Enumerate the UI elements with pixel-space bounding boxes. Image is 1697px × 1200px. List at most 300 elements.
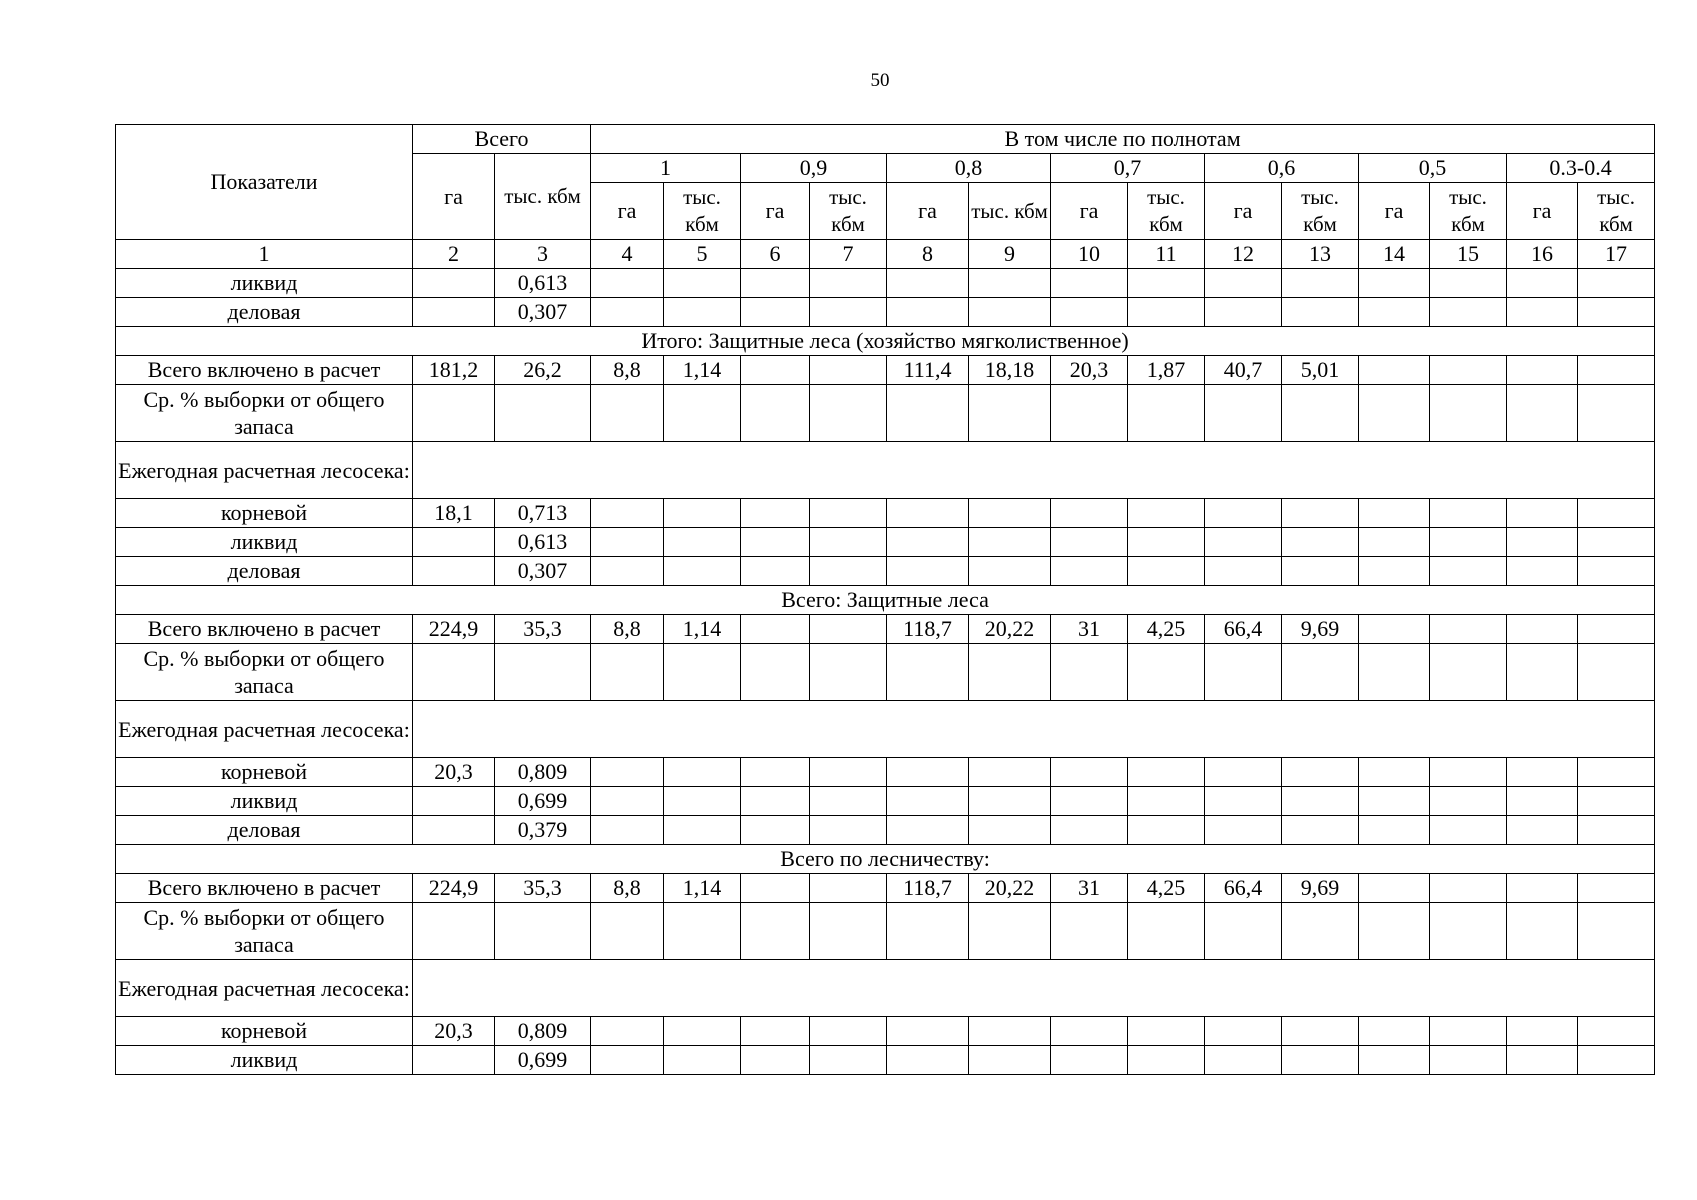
header-density: 0,8	[887, 154, 1051, 183]
data-cell	[810, 903, 887, 960]
data-cell	[1128, 1017, 1205, 1046]
table-row	[116, 845, 1655, 874]
data-cell	[741, 499, 810, 528]
data-cell	[413, 1046, 495, 1075]
data-cell	[969, 499, 1051, 528]
data-cell	[591, 903, 664, 960]
data-cell	[1430, 644, 1507, 701]
data-cell: 111,4	[887, 356, 969, 385]
data-cell	[1359, 269, 1430, 298]
data-cell	[1205, 903, 1282, 960]
data-cell: 1,14	[664, 615, 741, 644]
header-density: 1	[591, 154, 741, 183]
data-cell	[1578, 269, 1655, 298]
row-label: Ежегодная расчетная лесосека:	[116, 960, 413, 1017]
data-cell	[810, 816, 887, 845]
data-cell	[1282, 385, 1359, 442]
header-density: 0.3-0.4	[1507, 154, 1655, 183]
data-cell: 31	[1051, 615, 1128, 644]
data-cell	[969, 298, 1051, 327]
data-cell	[1128, 269, 1205, 298]
data-cell	[887, 903, 969, 960]
data-cell	[1578, 615, 1655, 644]
page-number: 50	[870, 70, 890, 91]
data-cell	[591, 385, 664, 442]
data-cell	[1282, 644, 1359, 701]
data-cell	[591, 1046, 664, 1075]
data-cell	[664, 298, 741, 327]
data-cell	[810, 1046, 887, 1075]
data-cell	[741, 356, 810, 385]
data-cell	[1128, 385, 1205, 442]
data-cell	[1051, 903, 1128, 960]
data-cell	[1128, 298, 1205, 327]
data-cell: 0,613	[495, 528, 591, 557]
data-cell	[1051, 499, 1128, 528]
data-cell: 35,3	[495, 874, 591, 903]
table-row	[116, 298, 1655, 327]
column-number: 3	[495, 240, 591, 269]
data-cell	[1507, 644, 1578, 701]
data-cell: 20,22	[969, 874, 1051, 903]
empty-merged-cell	[413, 442, 1655, 499]
data-cell	[1205, 787, 1282, 816]
data-cell	[810, 557, 887, 586]
data-cell	[887, 1046, 969, 1075]
data-cell	[664, 499, 741, 528]
row-label: Ср. % выборки от общего запаса	[116, 644, 413, 701]
data-cell	[1359, 615, 1430, 644]
data-cell	[413, 903, 495, 960]
data-cell	[1359, 528, 1430, 557]
data-cell	[1128, 758, 1205, 787]
data-cell	[887, 787, 969, 816]
row-label: Ср. % выборки от общего запаса	[116, 385, 413, 442]
table-row	[116, 874, 1655, 903]
data-cell	[591, 816, 664, 845]
data-cell	[1430, 874, 1507, 903]
header-total-thous-cbm: тыс. кбм	[495, 154, 591, 240]
data-cell: 31	[1051, 874, 1128, 903]
header-unit-thous-cbm: тыс. кбм	[1128, 183, 1205, 240]
data-cell: 4,25	[1128, 874, 1205, 903]
data-cell	[1359, 1046, 1430, 1075]
data-cell	[591, 557, 664, 586]
data-cell	[887, 816, 969, 845]
row-label: Всего включено в расчет	[116, 615, 413, 644]
data-cell	[1051, 269, 1128, 298]
data-cell: 20,3	[413, 758, 495, 787]
data-cell	[969, 644, 1051, 701]
data-cell	[1507, 356, 1578, 385]
table-row	[116, 528, 1655, 557]
data-cell	[1205, 528, 1282, 557]
data-cell	[1430, 557, 1507, 586]
data-cell	[741, 385, 810, 442]
data-cell	[1128, 787, 1205, 816]
data-cell	[664, 644, 741, 701]
data-cell	[1051, 816, 1128, 845]
data-cell	[591, 758, 664, 787]
data-cell	[1430, 499, 1507, 528]
data-cell	[413, 385, 495, 442]
data-cell: 0,699	[495, 1046, 591, 1075]
data-cell	[1051, 298, 1128, 327]
data-cell	[741, 269, 810, 298]
data-cell	[741, 874, 810, 903]
data-cell	[1051, 557, 1128, 586]
data-cell	[664, 787, 741, 816]
data-cell: 9,69	[1282, 874, 1359, 903]
column-number: 11	[1128, 240, 1205, 269]
data-cell	[887, 298, 969, 327]
data-cell	[664, 269, 741, 298]
data-cell	[1282, 499, 1359, 528]
data-cell	[591, 1017, 664, 1046]
data-cell: 1,14	[664, 874, 741, 903]
table-row	[116, 269, 1655, 298]
data-cell	[1205, 816, 1282, 845]
data-cell	[1507, 615, 1578, 644]
data-cell	[1507, 298, 1578, 327]
data-cell	[664, 903, 741, 960]
column-number: 6	[741, 240, 810, 269]
data-cell	[810, 499, 887, 528]
data-cell: 8,8	[591, 615, 664, 644]
header-total-ha: га	[413, 154, 495, 240]
header-density: 0,7	[1051, 154, 1205, 183]
data-cell	[969, 557, 1051, 586]
data-cell	[664, 385, 741, 442]
data-cell	[1507, 787, 1578, 816]
data-cell	[1205, 269, 1282, 298]
data-cell	[810, 787, 887, 816]
column-number: 8	[887, 240, 969, 269]
data-cell	[1282, 787, 1359, 816]
data-cell	[741, 903, 810, 960]
data-cell	[1051, 787, 1128, 816]
data-cell	[1430, 903, 1507, 960]
data-cell	[810, 615, 887, 644]
data-cell	[810, 385, 887, 442]
data-cell	[591, 787, 664, 816]
header-density: 0,5	[1359, 154, 1507, 183]
row-label: ликвид	[116, 528, 413, 557]
data-cell	[1359, 816, 1430, 845]
data-cell	[1205, 1046, 1282, 1075]
data-cell	[1051, 644, 1128, 701]
data-cell: 118,7	[887, 874, 969, 903]
empty-merged-cell	[413, 960, 1655, 1017]
data-cell: 0,307	[495, 557, 591, 586]
data-cell	[413, 528, 495, 557]
table-row	[116, 356, 1655, 385]
data-cell	[591, 298, 664, 327]
data-cell	[1128, 816, 1205, 845]
data-cell	[1578, 499, 1655, 528]
data-cell	[1430, 269, 1507, 298]
data-cell	[1359, 758, 1430, 787]
data-cell	[591, 499, 664, 528]
data-cell	[1359, 644, 1430, 701]
data-cell: 1,14	[664, 356, 741, 385]
data-cell: 20,3	[1051, 356, 1128, 385]
data-cell	[810, 1017, 887, 1046]
data-cell	[1507, 385, 1578, 442]
column-number: 15	[1430, 240, 1507, 269]
data-cell	[1128, 557, 1205, 586]
data-cell	[887, 1017, 969, 1046]
data-cell	[1282, 1046, 1359, 1075]
table-row	[116, 816, 1655, 845]
data-cell	[591, 269, 664, 298]
table-row	[116, 1046, 1655, 1075]
header-unit-ha: га	[741, 183, 810, 240]
table-row	[116, 557, 1655, 586]
row-label: корневой	[116, 758, 413, 787]
data-cell: 1,87	[1128, 356, 1205, 385]
header-unit-thous-cbm: тыс. кбм	[1578, 183, 1655, 240]
table-row	[116, 499, 1655, 528]
data-cell: 20,22	[969, 615, 1051, 644]
data-cell	[1051, 758, 1128, 787]
data-cell	[1051, 528, 1128, 557]
column-number: 17	[1578, 240, 1655, 269]
data-cell	[741, 557, 810, 586]
header-unit-thous-cbm: тыс. кбм	[1430, 183, 1507, 240]
data-cell	[495, 385, 591, 442]
column-number: 4	[591, 240, 664, 269]
data-cell	[1359, 356, 1430, 385]
data-cell	[664, 1046, 741, 1075]
empty-merged-cell	[413, 701, 1655, 758]
data-cell	[887, 528, 969, 557]
data-cell: 35,3	[495, 615, 591, 644]
table-row	[116, 787, 1655, 816]
table-row	[116, 644, 1655, 701]
data-cell	[1128, 644, 1205, 701]
data-cell	[1578, 1046, 1655, 1075]
table-row	[116, 615, 1655, 644]
data-cell	[1359, 298, 1430, 327]
header-density: 0,9	[741, 154, 887, 183]
table-row	[116, 701, 1655, 758]
data-cell	[1282, 758, 1359, 787]
data-cell	[1128, 528, 1205, 557]
data-cell	[887, 499, 969, 528]
data-cell	[887, 269, 969, 298]
data-cell	[413, 298, 495, 327]
row-label: деловая	[116, 557, 413, 586]
header-unit-thous-cbm: тыс. кбм	[1282, 183, 1359, 240]
column-number: 10	[1051, 240, 1128, 269]
table-row	[116, 327, 1655, 356]
data-cell	[1359, 557, 1430, 586]
column-number: 13	[1282, 240, 1359, 269]
data-cell	[664, 557, 741, 586]
row-label: корневой	[116, 499, 413, 528]
row-label: ликвид	[116, 787, 413, 816]
data-cell	[1507, 269, 1578, 298]
data-cell: 40,7	[1205, 356, 1282, 385]
data-cell	[1430, 385, 1507, 442]
data-cell	[969, 1046, 1051, 1075]
data-cell	[413, 644, 495, 701]
data-cell	[1359, 874, 1430, 903]
data-cell: 118,7	[887, 615, 969, 644]
data-cell	[1205, 298, 1282, 327]
column-number: 12	[1205, 240, 1282, 269]
data-cell	[495, 903, 591, 960]
data-cell	[741, 1046, 810, 1075]
data-cell: 4,25	[1128, 615, 1205, 644]
data-cell	[413, 269, 495, 298]
data-cell	[810, 758, 887, 787]
table-row	[116, 586, 1655, 615]
table-row	[116, 960, 1655, 1017]
data-cell	[1578, 644, 1655, 701]
data-cell	[1578, 787, 1655, 816]
data-cell	[413, 557, 495, 586]
table-row	[116, 758, 1655, 787]
data-cell	[1507, 874, 1578, 903]
data-cell	[1507, 557, 1578, 586]
data-cell	[810, 269, 887, 298]
data-cell	[1205, 644, 1282, 701]
data-cell: 224,9	[413, 615, 495, 644]
data-cell	[741, 528, 810, 557]
column-number: 14	[1359, 240, 1430, 269]
section-title: Итого: Защитные леса (хозяйство мягколиственное)	[116, 327, 1655, 356]
data-cell	[741, 816, 810, 845]
header-unit-ha: га	[1205, 183, 1282, 240]
row-label: Ежегодная расчетная лесосека:	[116, 442, 413, 499]
data-cell	[1205, 385, 1282, 442]
data-cell	[969, 1017, 1051, 1046]
data-cell	[887, 758, 969, 787]
header-unit-ha: га	[1051, 183, 1128, 240]
data-cell	[741, 644, 810, 701]
data-cell	[1282, 557, 1359, 586]
data-cell	[1359, 787, 1430, 816]
data-cell	[664, 758, 741, 787]
data-cell: 181,2	[413, 356, 495, 385]
section-title: Всего по лесничеству:	[116, 845, 1655, 874]
data-cell	[969, 269, 1051, 298]
data-cell	[1507, 499, 1578, 528]
data-cell: 0,379	[495, 816, 591, 845]
data-cell: 0,809	[495, 758, 591, 787]
data-cell	[1205, 758, 1282, 787]
data-cell: 5,01	[1282, 356, 1359, 385]
data-cell	[1430, 816, 1507, 845]
data-cell	[741, 758, 810, 787]
header-unit-thous-cbm: тыс. кбм	[969, 183, 1051, 240]
data-cell	[887, 385, 969, 442]
row-label: Ежегодная расчетная лесосека:	[116, 701, 413, 758]
data-cell	[1282, 298, 1359, 327]
data-cell	[810, 356, 887, 385]
data-cell	[887, 644, 969, 701]
data-cell	[969, 758, 1051, 787]
data-cell: 0,307	[495, 298, 591, 327]
data-cell	[1282, 903, 1359, 960]
data-cell	[1359, 1017, 1430, 1046]
data-cell	[1430, 787, 1507, 816]
row-label: Всего включено в расчет	[116, 356, 413, 385]
row-label: деловая	[116, 298, 413, 327]
data-cell: 8,8	[591, 356, 664, 385]
header-unit-thous-cbm: тыс. кбм	[810, 183, 887, 240]
section-title: Всего: Защитные леса	[116, 586, 1655, 615]
forest-stats-table	[115, 124, 1655, 1075]
data-cell	[1282, 816, 1359, 845]
data-cell: 0,713	[495, 499, 591, 528]
data-cell	[1578, 903, 1655, 960]
data-cell	[1578, 557, 1655, 586]
data-cell: 66,4	[1205, 615, 1282, 644]
data-cell	[1359, 903, 1430, 960]
data-cell	[1128, 1046, 1205, 1075]
data-cell	[969, 528, 1051, 557]
data-cell	[1051, 1046, 1128, 1075]
data-cell: 66,4	[1205, 874, 1282, 903]
data-cell	[1578, 758, 1655, 787]
table-row	[116, 385, 1655, 442]
column-number: 9	[969, 240, 1051, 269]
data-cell	[1051, 1017, 1128, 1046]
data-cell	[1578, 816, 1655, 845]
data-cell	[741, 298, 810, 327]
column-number: 16	[1507, 240, 1578, 269]
data-cell: 8,8	[591, 874, 664, 903]
data-cell	[1359, 385, 1430, 442]
table-row	[116, 903, 1655, 960]
data-cell: 9,69	[1282, 615, 1359, 644]
data-cell	[664, 816, 741, 845]
data-cell	[810, 644, 887, 701]
data-cell	[1282, 528, 1359, 557]
data-cell	[1507, 1046, 1578, 1075]
header-unit-thous-cbm: тыс. кбм	[664, 183, 741, 240]
data-cell	[741, 1017, 810, 1046]
data-cell	[1282, 1017, 1359, 1046]
data-cell: 224,9	[413, 874, 495, 903]
data-cell	[810, 528, 887, 557]
data-cell	[810, 298, 887, 327]
data-cell	[1578, 874, 1655, 903]
data-cell	[664, 1017, 741, 1046]
data-cell	[1507, 758, 1578, 787]
table-row	[116, 442, 1655, 499]
header-unit-ha: га	[887, 183, 969, 240]
data-cell	[1430, 1017, 1507, 1046]
data-cell	[969, 385, 1051, 442]
data-cell	[1430, 1046, 1507, 1075]
data-cell	[810, 874, 887, 903]
data-cell	[1430, 528, 1507, 557]
header-unit-ha: га	[1359, 183, 1430, 240]
data-cell	[1430, 356, 1507, 385]
data-cell: 0,613	[495, 269, 591, 298]
data-cell	[1051, 385, 1128, 442]
data-cell	[1507, 816, 1578, 845]
column-number: 7	[810, 240, 887, 269]
data-cell	[1205, 557, 1282, 586]
data-cell	[1507, 528, 1578, 557]
data-cell	[1430, 758, 1507, 787]
header-density: 0,6	[1205, 154, 1359, 183]
